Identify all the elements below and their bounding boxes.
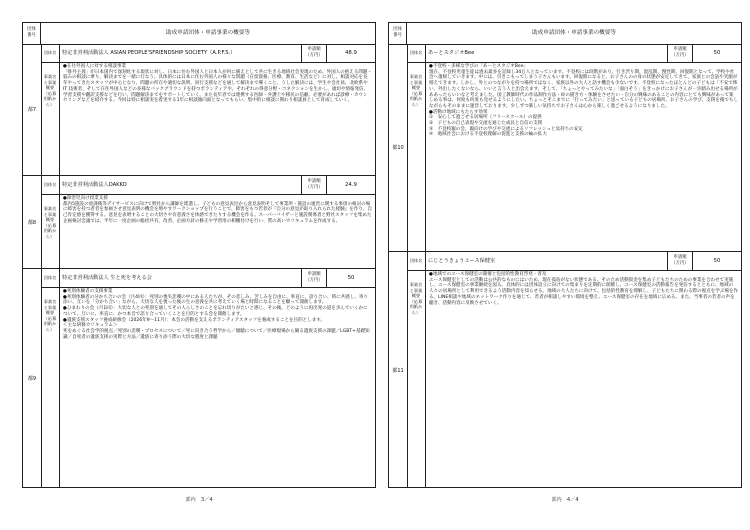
summary-line: ＜主な研修カリキュラム＞: [63, 323, 118, 329]
summary-line: ●地域でのユース保健室の開催と包括的性教育啓発・普及: [429, 272, 547, 277]
summary-line: 「排外主義」が日本国内で深刻化する現状に対し、日本に住む外国人と日本人が何に備えとして共に生きる地域社会実現のため、外国人の抱える問題・悩みの相談に乗り、解決までを一緒に行なう。具体的には日本に住む外国人の様々な問題（在留資格、医療、教育、生活など）に対し、相談対応を長年やってきたスタッフが中心となり、問題の所在や適切な説明、同行支援などを通して解決まで導くこと、うした解決には、学生や会社員、北欧系や IT 技術者、そして在住外国人などの多様なバックグラウンドを持つボランティアや、それぞれの得意分野・コネクションを生かし、適切や情報発信、学習支援や翻訳支援などを行い、問題解決までをサポートしていく。また長年者では連携する医師・弁護士や移民の信頼、必要があれば診療・カウンセリングなどを紹介する。今回は特に相談実を着実する1年に相談傾向面となってもらい、集中的に相談に関わり相談員として育成していく。: [63, 69, 373, 104]
summary-line: ●遺族支援スタッフ養成研修会（2026年9〜11月）：本会の活動を支えるボランティアスタッフを養成することを目的とします。: [63, 317, 326, 323]
summary-line: ユース保健室としての活動は公共的なものにはいため、現在孤島がない状態である。そのため活動資金を集め子どもたちのための事業を合わせて実施し、ユース保健室の事業継続を図る。具体的には団体設立に向けての集まりを定期的に開催し、ユース保健室の活動報告を発信するとともに、地域の人々の居場所として利用できるよう活動内容を知らせる。地域の大人たちに向けて、包括的性教育を理解し、子どもたちに関わる際の視点を学ぶ場を作る。LINE相談や地域のネットワーク作りを通じて、若者が相談しやすい環境を整え、ユース保健室の存在を地域に広める。また、当事者の若者の声を聴き、活動内容に反映させていく。: [429, 277, 738, 306]
area-code: 都9: [23, 269, 42, 488]
amount-label: 申請額 （万円）: [301, 269, 327, 287]
header-title: 助成申請団体・申請事業の概要等: [532, 30, 616, 36]
amount-label: 申請額 （万円）: [667, 252, 693, 270]
page-footer: 部内 4／4: [551, 497, 579, 503]
application-block: [23, 176, 375, 269]
org-row: [59, 269, 375, 288]
project-summary: [59, 62, 375, 175]
summary-line: ●不登校・多様な学びの「あーとスタジオBee」: [429, 64, 529, 69]
project-summary: [425, 270, 741, 488]
summary-line: ④ 地域社会における不登校理解の促進と支援の輪の拡大: [429, 132, 547, 138]
header-group-number: 団体 番号: [23, 23, 41, 44]
summary-line: ●死別体験者の支援事業: [63, 289, 113, 294]
label-summary: 事業名 と事業 概要 （応募 用紙か ら）: [43, 299, 57, 332]
summary-line: 現在、不登校児童生徒は過去最多を記録し34万人となっています。不登校には段階があり、行き渋り期、混乱期、慢性期、回復期となって、学校や社会へ復帰していきます。中には、引きこもってしまう子さんもいます。回復期になると、お子さんのの身の状態が安定してきて、家族との会話や笑顔が増えてきます。しかし、外とのつながりを持つ場所ではなく、家族以外の大人と話す機会も少ないです。不登校になったほとんどの子どもは「不安で怖い、外出したくないなら、いいと言う人と出会えます。そして、「ちょっとやってみたいな」「面白そう」をきっかけにお子さんが一歩踏み出せる場所がああったらいいなと考えました。図工教師時代の作品制作方法・絵の描き方・体験をさせたい・自分の興味のあることの内容にとても興味があって楽しめる事は、何度も何度も見せるようにしたい。ちょっとそこまでに「行ってみたい」と思っている子どもの居場所、お子さんの学び、支援を後でもしながらもそのままに運営しております。少しずつ楽しい気持ちでお子さんは心から楽しく過ごせるようになりました。: [429, 69, 739, 109]
header-group-number: 団体 番号: [389, 23, 407, 44]
amount-value: 50: [713, 50, 721, 56]
amount-value: 48.9: [344, 50, 357, 56]
org-row: [59, 176, 375, 195]
application-block: [389, 44, 741, 252]
label-column: [41, 269, 60, 488]
amount-value: 50: [713, 258, 721, 264]
area-code: 都10: [389, 44, 408, 251]
org-name: 特定非営利活動法人 ASIAN PEOPLE'SFRIENDSHIP SOCIETY（A.P.F.S.）: [62, 50, 236, 56]
label-org: 団体名: [41, 44, 59, 63]
application-block: [23, 44, 375, 176]
document-page-right: [388, 22, 742, 503]
label-column: [41, 176, 60, 268]
summary-line: ●活動け地域にもたらす効果: [429, 109, 488, 115]
org-name: 特定非営利活動法人 生と死を考える会: [62, 275, 152, 281]
summary-line: ② 子どもの自己表現や交流を通じた成長と自信の支援: [429, 121, 543, 127]
application-block: [389, 252, 741, 488]
org-row: [59, 44, 375, 63]
org-row: [425, 44, 741, 63]
amount-label: 申請額 （万円）: [667, 44, 693, 62]
page-footer: 部内 3／4: [185, 497, 213, 503]
label-column: [407, 252, 426, 488]
org-row: [425, 252, 741, 271]
project-summary: [59, 194, 375, 268]
area-code: 都11: [389, 252, 408, 488]
table-frame: [388, 22, 742, 488]
org-name: あーとスタジオBee: [428, 50, 475, 56]
summary-line: 都内5施設の放課後等デイサービスに向けて野社から講師を派遣し、子どもの意見表出から意見表明そして事業所・施設の運営に関する事項の検討の場に障害を持つ者者を参画させ意見表明の機会を増やすワークショップを行うことで、障害をもつ若者が『自分の意見が取り入れられた経験』を作り、自己肯定感を獲得する。意見を表明することの大切さや有意義さを体感できたりする機会を作る。スーパーバイザーと施設関係者と野社スタッフを集めた企画検討会議では、半年に一度企画の総括共有、改善、企画方針の修正や学習用の相棚付けを行い、質の高いカリキュラムを作成する。: [63, 201, 373, 224]
summary-line: ① 安心して過ごせる居場所（フリースクール）の提供: [429, 115, 542, 121]
label-column: [41, 44, 60, 175]
label-org: 団体名: [407, 44, 425, 63]
project-summary: [59, 287, 375, 488]
amount-value: 24.9: [344, 182, 357, 188]
summary-line: ●死別体験者の分かち合いの会（月4回）：死別の喪失悲嘆の中にある人たちが、その悲しみ、苦しみを自由に、率直に、語り合い、時に共感し、寄り添い、互いを「分かち合い」ながら、大切な人を喪った後の生の意義を共に考えていく場と時間になることを願って開催します。: [63, 294, 368, 306]
table-header: [23, 23, 375, 45]
header-title: 助成申請団体・申請事業の概要等: [166, 30, 250, 36]
amount-value: 50: [347, 275, 355, 281]
document-page-left: [22, 22, 376, 503]
amount-label: 申請額 （万円）: [301, 44, 327, 62]
table-frame: [22, 22, 376, 488]
summary-line: ③ 不登校親の会、親向けの学びや交流によるリフレッシュと気持ちの安定: [429, 126, 583, 132]
label-summary: 事業名 と事業 概要 （応募 用紙か ら）: [409, 282, 423, 315]
label-summary: 事業名 と事業 概要 （応募 用紙か ら）: [43, 206, 57, 239]
summary-line: ●在住外国人に対する相談事業: [63, 64, 127, 69]
area-code: 都8: [23, 176, 42, 268]
label-summary: 事業名 と事業 概要 （応募 用紙か ら）: [43, 74, 57, 107]
summary-line: ●障害児向け授業支援: [63, 196, 108, 201]
label-summary: 事業名 と事業 概要 （応募 用紙か ら）: [409, 74, 423, 107]
label-org: 団体名: [407, 252, 425, 271]
summary-line: ●ひまわりの会（月1回）：大切な人との死別を通してその人らしさのことを忘れ切りがたいと感じ、その後、どのように再出発の道を歩んでいくかについて、互いに、率直に、かつ本音で語り合っていくことを目的とする会を開催します。: [63, 306, 368, 317]
application-block: [23, 269, 375, 488]
area-code: 都7: [23, 44, 42, 175]
project-summary: [425, 62, 741, 251]
org-name: にじとうきょうユース保健室: [428, 258, 496, 264]
label-column: [407, 44, 426, 251]
org-name: 特定非営利活動法人DAKKO: [62, 182, 127, 188]
label-org: 団体名: [41, 176, 59, 195]
summary-line: 死をめぐる社会学的視点／死別の悲嘆・プロセスについて／死に向き合う哲学から／傾聴について／医療現場から観る遺族支援の課題／LGBT+基礎知識／自死者の遺族支援の実際と方法／遺族に寄り添う際の大切な態度と課題: [63, 328, 370, 340]
table-header: [389, 23, 741, 45]
label-org: 団体名: [41, 269, 59, 288]
amount-label: 申請額 （万円）: [301, 176, 327, 194]
